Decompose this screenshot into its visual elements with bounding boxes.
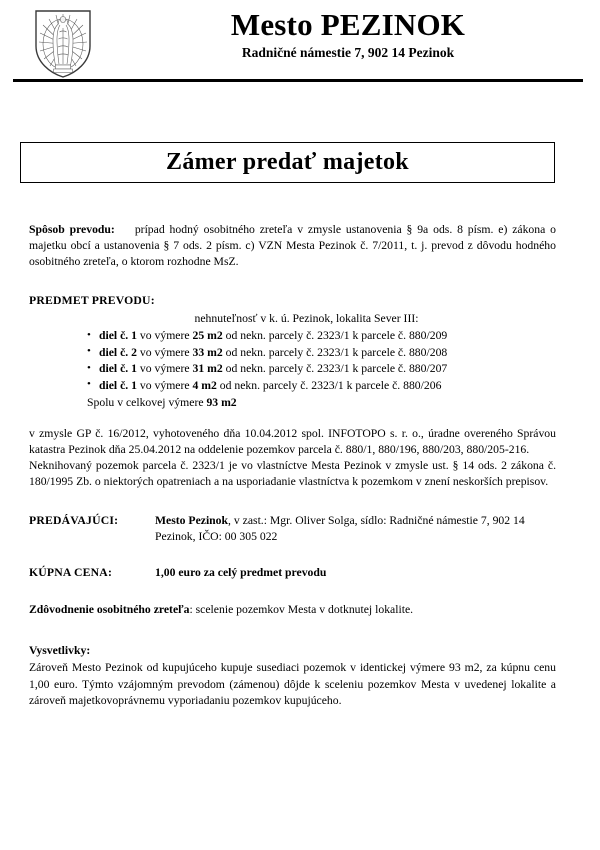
parcel-mid: vo výmere xyxy=(139,345,190,359)
pezinok-coat-of-arms-icon xyxy=(32,8,94,80)
parcel-area: 31 m2 xyxy=(192,362,223,376)
seller-row xyxy=(29,513,556,545)
seller-value xyxy=(155,513,556,545)
subject-subheading: nehnuteľnosť v k. ú. Pezinok, lokalita Sever III: xyxy=(194,312,419,326)
justification-text: : scelenie pozemkov Mesta v dotknutej lokalite. xyxy=(189,603,414,617)
price-label: KÚPNA CENA: xyxy=(29,566,113,580)
subject-heading: PREDMET PREVODU: xyxy=(29,294,155,308)
seller-detail: , v zast.: Mgr. Oliver Solga, sídlo: Radničné námestie 7, 902 14 Pezinok, IČO: 00 305 022 xyxy=(155,514,525,544)
parcel-diel: diel č. 1 xyxy=(99,362,137,376)
explanations-text: Zároveň Mesto Pezinok od kupujúceho kupuje susediaci pozemok v identickej výmere 93 m2, za kúpnu cenu 1,00 euro. Týmto vzájomným prevodom (zámenou) dôjde k sceleniu pozemkov Mesta v uvedenej lokalite a zároveň majetkovoprávnemu vyporiadaniu pozemkov kupujúceho. xyxy=(29,661,556,707)
parcel-area: 4 m2 xyxy=(192,378,217,392)
parcel-area: 25 m2 xyxy=(192,329,223,343)
list-item xyxy=(87,345,556,362)
list-item xyxy=(87,378,556,395)
parcel-diel: diel č. 1 xyxy=(99,329,137,343)
gp-paragraph: v zmysle GP č. 16/2012, vyhotoveného dňa 10.04.2012 spol. INFOTOPO s. r. o., úradne overeného Správou katastra Pezinok dňa 25.04.2012 na oddelenie pozemkov parcela č. 880/1, 880/196, 880/203, 880/205-216. xyxy=(29,427,556,457)
justification-row xyxy=(29,602,556,618)
document-title-box xyxy=(20,142,555,183)
letterhead xyxy=(0,0,600,82)
total-area-value: 93 m2 xyxy=(206,395,237,409)
parcel-rest: od nekn. parcely č. 2323/1 k parcele č. 880/209 xyxy=(225,329,448,343)
ownership-paragraph: Neknihovaný pozemok parcela č. 2323/1 je vo vlastníctve Mesta Pezinok v zmysle ust. § 14 ods. 2 zákona č. 180/1995 Zb. o niektorých opatreniach a na usporiadanie vlastníctva k pozemkom v znení neskorších prepisov. xyxy=(29,459,556,489)
parcel-rest: od nekn. parcely č. 2323/1 k parcele č. 880/207 xyxy=(225,362,448,376)
parcel-diel: diel č. 2 xyxy=(99,345,137,359)
price-value: 1,00 euro za celý predmet prevodu xyxy=(155,566,327,580)
price-row xyxy=(29,565,556,581)
page-title: Mesto PEZINOK xyxy=(230,7,466,42)
document-title: Zámer predať majetok xyxy=(166,148,409,175)
parcel-area: 33 m2 xyxy=(192,345,223,359)
parcel-mid: vo výmere xyxy=(139,378,190,392)
parcel-diel: diel č. 1 xyxy=(99,378,137,392)
seller-name: Mesto Pezinok xyxy=(155,514,229,528)
total-area-row xyxy=(29,395,556,412)
seller-label: PREDÁVAJÚCI: xyxy=(29,514,119,528)
list-item xyxy=(87,361,556,378)
parcel-rest: od nekn. parcely č. 2323/1 k parcele č. 880/206 xyxy=(219,378,442,392)
total-area-label: Spolu v celkovej výmere xyxy=(87,395,204,409)
letterhead-divider xyxy=(13,79,583,82)
transfer-method-paragraph xyxy=(29,222,556,270)
transfer-method-label: Spôsob prevodu: xyxy=(29,223,115,236)
parcel-mid: vo výmere xyxy=(139,362,190,376)
letterhead-address: Radničné námestie 7, 902 14 Pezinok xyxy=(241,44,455,60)
parcel-rest: od nekn. parcely č. 2323/1 k parcele č. 880/208 xyxy=(225,345,448,359)
parcel-mid: vo výmere xyxy=(139,329,190,343)
transfer-method-text: prípad hodný osobitného zreteľa v zmysle ustanovenia § 9a ods. 8 písm. e) zákona o majetku obcí a ustanovenia § 7 ods. 2 písm. c) VZN Mesta Pezinok č. 7/2011, t. j. prevod z dôvodu hodného osobitného zreteľa, o ktorom rozhodne MsZ. xyxy=(29,223,556,269)
document-body xyxy=(29,222,556,709)
parties-block xyxy=(29,513,556,581)
letterhead-text xyxy=(110,8,586,61)
list-item xyxy=(87,328,556,345)
parcel-list xyxy=(29,328,556,394)
explanations-heading: Vysvetlivky: xyxy=(29,644,91,658)
justification-label: Zdôvodnenie osobitného zreteľa xyxy=(29,603,190,617)
